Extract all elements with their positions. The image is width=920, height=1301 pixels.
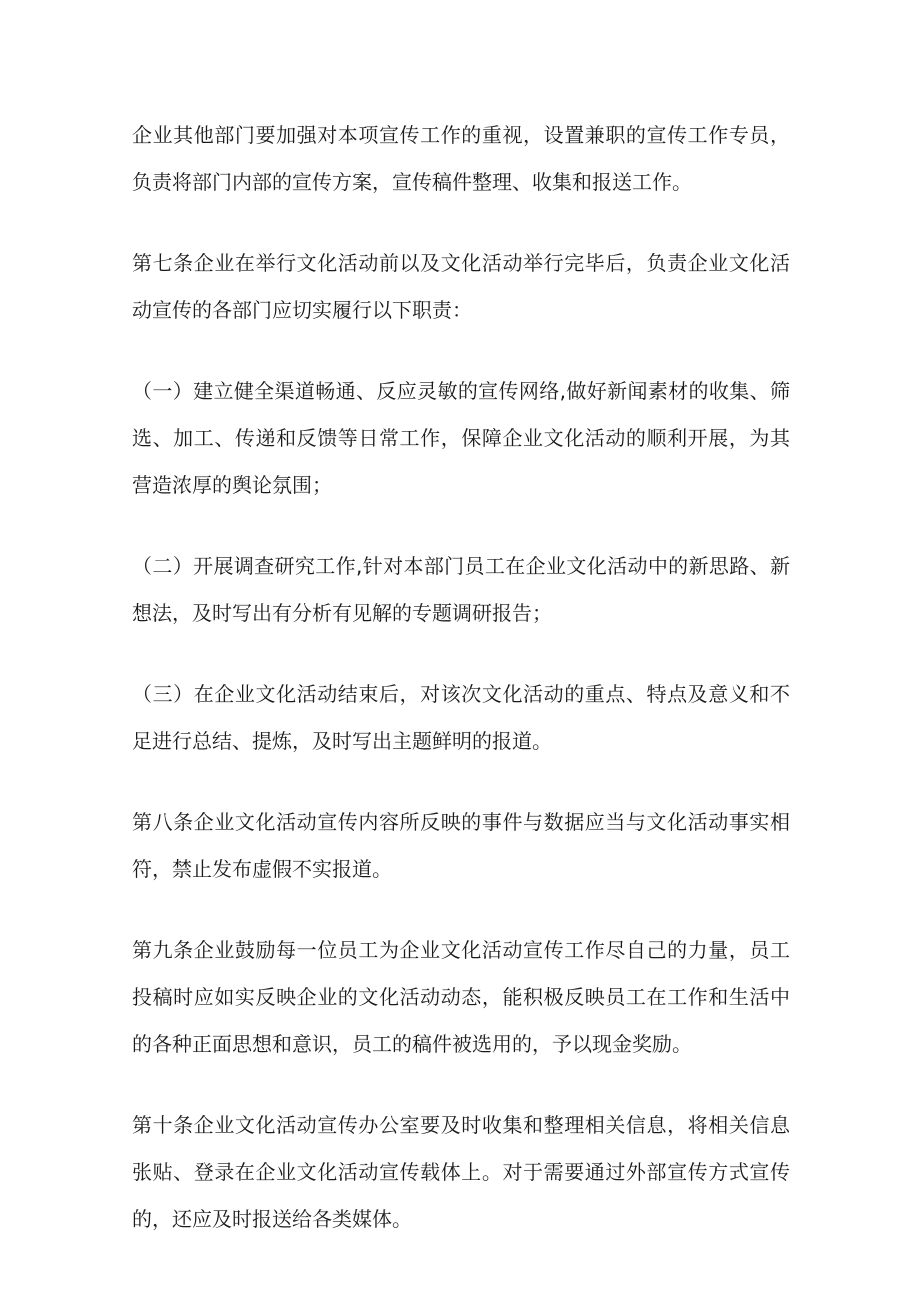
paragraph-department-staff: 企业其他部门要加强对本项宣传工作的重视，设置兼职的宣传工作专员，负责将部门内部的宣传方案，宣传稿件整理、收集和报送工作。: [132, 123, 790, 194]
paragraph-duty-3: （三）在企业文化活动结束后，对该次文化活动的重点、特点及意义和不足进行总结、提炼，及时写出主题鲜明的报道。: [132, 682, 790, 753]
paragraph-article-9: 第九条企业鼓励每一位员工为企业文化活动宣传工作尽自己的力量，员工投稿时应如实反映企业的文化活动动态，能积极反映员工在工作和生活中的各种正面思想和意识，员工的稿件被选用的，予以现金奖励。: [132, 938, 790, 1056]
paragraph-duty-1: （一）建立健全渠道畅通、反应灵敏的宣传网络,做好新闻素材的收集、筛选、加工、传递和反馈等日常工作，保障企业文化活动的顺利开展，为其营造浓厚的舆论氛围；: [132, 379, 790, 497]
paragraph-duty-2: （二）开展调查研究工作,针对本部门员工在企业文化活动中的新思路、新想法，及时写出有分析有见解的专题调研报告；: [132, 554, 790, 625]
paragraph-article-8: 第八条企业文化活动宣传内容所反映的事件与数据应当与文化活动事实相符，禁止发布虚假不实报道。: [132, 810, 790, 881]
paragraph-article-7: 第七条企业在举行文化活动前以及文化活动举行完毕后，负责企业文化活动宣传的各部门应切实履行以下职责：: [132, 251, 790, 322]
paragraph-article-10: 第十条企业文化活动宣传办公室要及时收集和整理相关信息，将相关信息张贴、登录在企业文化活动宣传载体上。对于需要通过外部宣传方式宣传的，还应及时报送给各类媒体。: [132, 1113, 790, 1231]
